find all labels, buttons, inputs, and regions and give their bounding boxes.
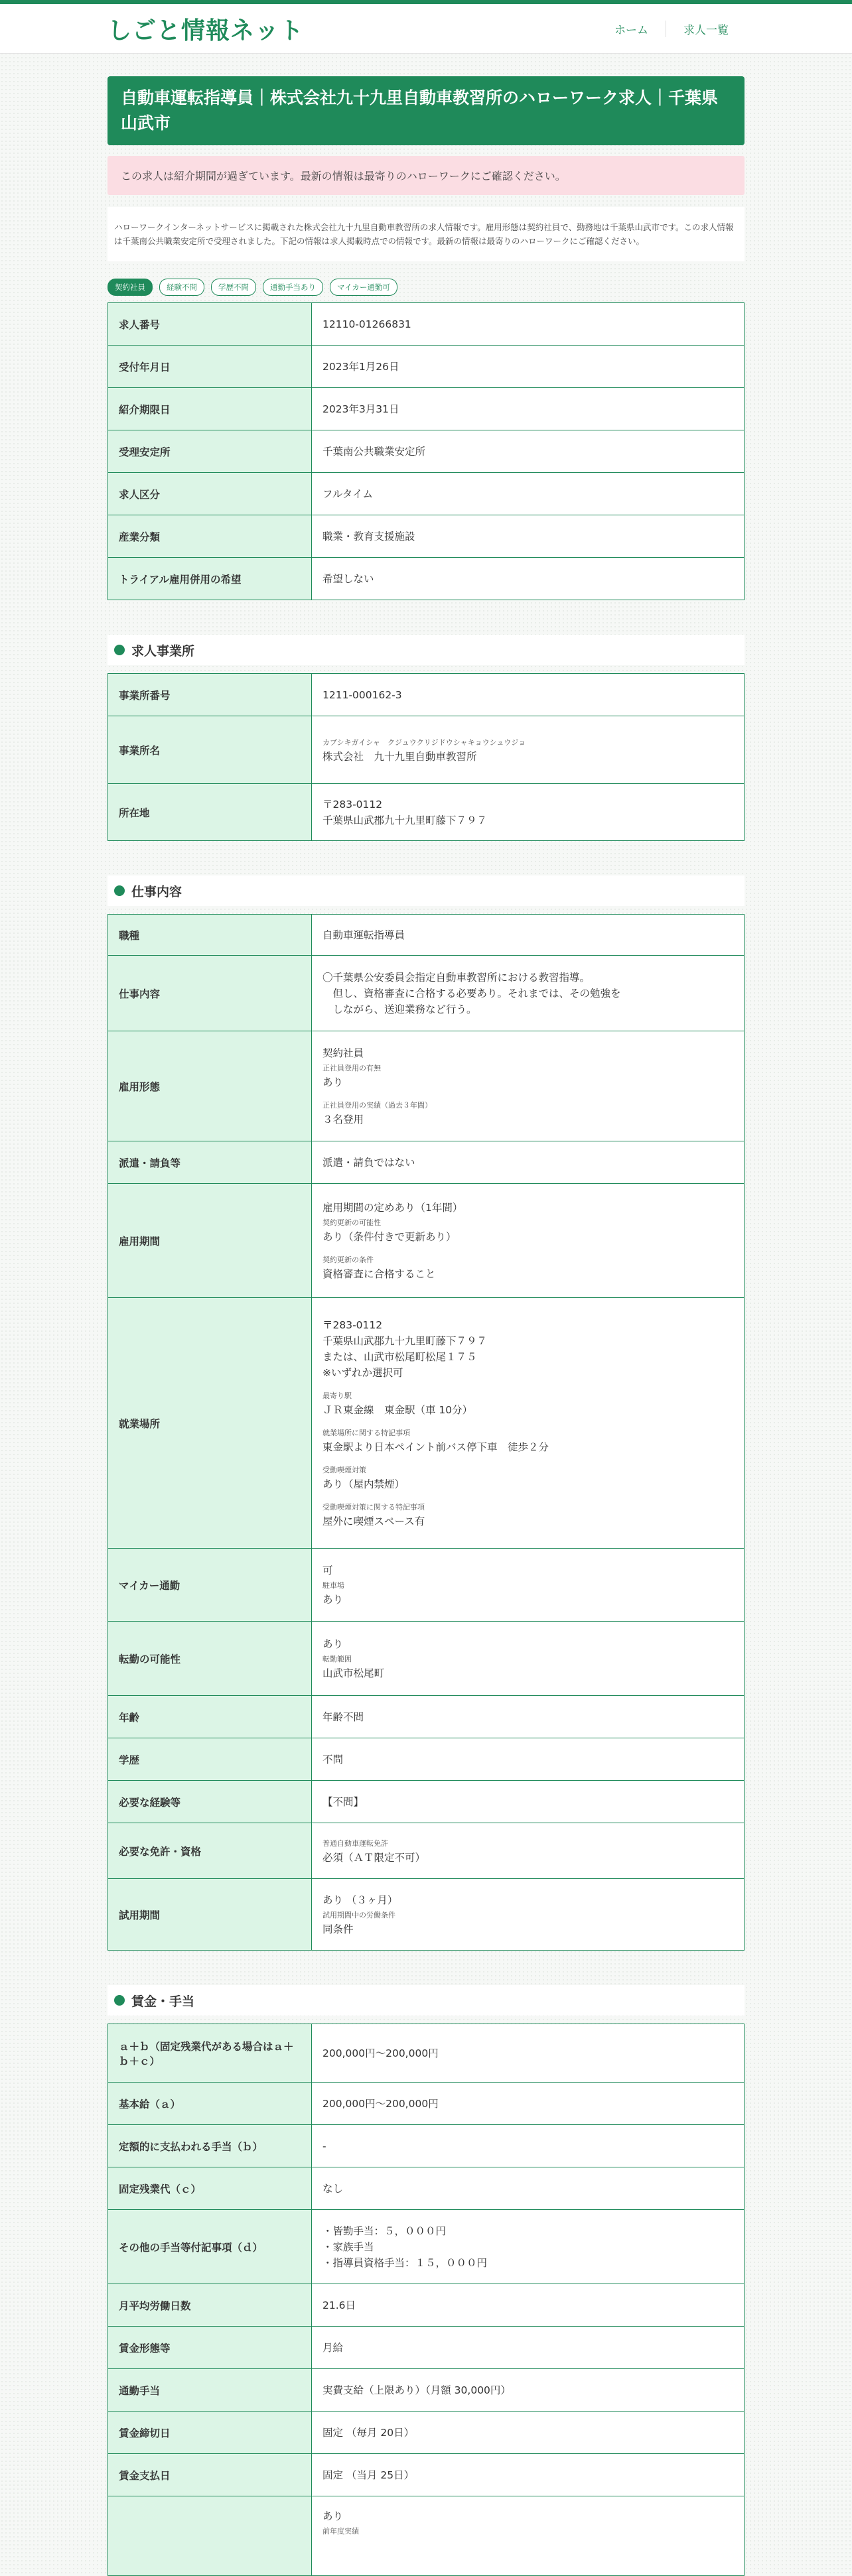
row-value: 希望しない (312, 558, 745, 600)
table-row (108, 1879, 745, 1951)
table-row (108, 2496, 745, 2576)
tag-list (107, 279, 745, 296)
table-row (108, 1622, 745, 1696)
row-value (312, 1031, 745, 1141)
row-value (312, 1879, 745, 1951)
row-value: 2023年3月31日 (312, 388, 745, 430)
table-row (108, 1823, 745, 1879)
section-heading-work (107, 875, 745, 906)
table-row (108, 2412, 745, 2454)
row-label: 賃金締切日 (108, 2412, 312, 2454)
intro-text: ハローワークインターネットサービスに掲載された株式会社九十九里自動車教習所の求人情報です。雇用形態は契約社員で、勤務地は千葉県山武市です。この求人情報は千葉南公共職業安定所で受理されました。下記の情報は求人掲載時点での情報です。最新の情報は最寄りのハローワークにご確認ください。 (107, 207, 745, 261)
value-sub-label: 前年度実績 (322, 2527, 359, 2536)
bullet-dot-icon (114, 1995, 125, 2006)
tag-no-experience: 経験不問 (159, 279, 204, 296)
table-row (108, 1696, 745, 1738)
table-row (108, 784, 745, 841)
row-value: 自動車運転指導員 (312, 915, 745, 956)
main-nav (597, 21, 746, 37)
value-sub-label: 転勤範囲 (322, 1654, 352, 1663)
table-row (108, 473, 745, 515)
table-row (108, 1549, 745, 1622)
table-row (108, 2167, 745, 2210)
work-place-address: 〒283-0112 千葉県山武郡九十九里町藤下７９７ または、山武市松尾町松尾１７５ ※いずれか選択可 (322, 1319, 488, 1379)
value-main: あり (322, 2510, 344, 2522)
work-table (107, 914, 745, 1951)
tag-commute-allowance: 通勤手当あり (263, 279, 323, 296)
row-label: ａ＋ｂ（固定残業代がある場合はａ＋ｂ＋ｃ） (108, 2024, 312, 2083)
value-main: あり (322, 1638, 344, 1650)
row-value: 2023年1月26日 (312, 346, 745, 388)
office-name: 株式会社 九十九里自動車教習所 (322, 750, 477, 763)
value-sub-label: 最寄り駅 (322, 1391, 352, 1400)
row-label: 転勤の可能性 (108, 1622, 312, 1696)
value-sub: あり（条件付きで更新あり） (322, 1230, 457, 1243)
row-value: ・皆勤手当：５，０００円 ・家族手当 ・指導員資格手当：１５，０００円 (312, 2210, 745, 2284)
row-label: 派遣・請負等 (108, 1141, 312, 1184)
value-sub: ３名登用 (322, 1113, 364, 1126)
table-row (108, 1184, 745, 1298)
row-value: 200,000円〜200,000円 (312, 2083, 745, 2125)
row-value: 派遣・請負ではない (312, 1141, 745, 1184)
row-value: 【不問】 (312, 1781, 745, 1823)
value-main: あり （３ヶ月） (322, 1894, 398, 1906)
table-row (108, 716, 745, 784)
value-sub: 山武市松尾町 (322, 1667, 385, 1679)
row-value (312, 1298, 745, 1549)
table-row (108, 2454, 745, 2496)
basic-info-table (107, 302, 745, 600)
row-value (312, 1622, 745, 1696)
row-label: 固定残業代（ｃ） (108, 2167, 312, 2210)
tag-car-commute: マイカー通勤可 (330, 279, 397, 296)
smoke-policy: あり（屋内禁煙） (322, 1478, 405, 1490)
row-value: 職業・教育支援施設 (312, 515, 745, 558)
value-main: 契約社員 (322, 1047, 364, 1059)
row-label: 賃金形態等 (108, 2327, 312, 2369)
table-row (108, 2024, 745, 2083)
row-label: マイカー通勤 (108, 1549, 312, 1622)
table-row (108, 2284, 745, 2327)
section-title: 求人事業所 (131, 643, 195, 659)
row-value: 固定 （毎月 20日） (312, 2412, 745, 2454)
value-sub-label: 試用期間中の労働条件 (322, 1910, 395, 1919)
row-label: 事業所名 (108, 716, 312, 784)
section-heading-office (107, 635, 745, 665)
row-label: トライアル雇用併用の希望 (108, 558, 312, 600)
row-label: 定額的に支払われる手当（ｂ） (108, 2125, 312, 2167)
office-name-kana: カブシキガイシャ クジュウクリジドウシャキョウシュウジョ (322, 738, 526, 747)
row-label: 賃金支払日 (108, 2454, 312, 2496)
row-label: その他の手当等付記事項（ｄ） (108, 2210, 312, 2284)
row-label: 必要な免許・資格 (108, 1823, 312, 1879)
row-value: 12110-01266831 (312, 303, 745, 346)
row-value (312, 1823, 745, 1879)
bullet-dot-icon (114, 645, 125, 655)
value-sub-label: 就業場所に関する特記事項 (322, 1428, 410, 1437)
row-label: 所在地 (108, 784, 312, 841)
main-content (107, 54, 745, 2576)
nav-home-link[interactable]: ホーム (614, 23, 648, 37)
row-value: 年齢不問 (312, 1696, 745, 1738)
table-row (108, 1298, 745, 1549)
postal-code: 〒283-0112 (322, 798, 383, 810)
table-row (108, 1738, 745, 1781)
value-sub-label: 正社員登用の実績（過去３年間） (322, 1100, 432, 1110)
row-label: 雇用形態 (108, 1031, 312, 1141)
table-row (108, 674, 745, 716)
row-label: 職種 (108, 915, 312, 956)
row-value: なし (312, 2167, 745, 2210)
table-row (108, 915, 745, 956)
table-row (108, 388, 745, 430)
value-sub-label: 契約更新の条件 (322, 1255, 374, 1264)
row-label: 求人番号 (108, 303, 312, 346)
row-label: 年齢 (108, 1696, 312, 1738)
table-row (108, 2210, 745, 2284)
wage-table (107, 2024, 745, 2576)
row-value (312, 2496, 745, 2576)
nav-job-list-link[interactable]: 求人一覧 (666, 21, 746, 37)
row-value (312, 1184, 745, 1298)
section-title: 賃金・手当 (131, 1994, 195, 2009)
row-value: 月給 (312, 2327, 745, 2369)
row-value: 実費支給（上限あり）（月額 30,000円） (312, 2369, 745, 2412)
value-sub: 同条件 (322, 1923, 354, 1935)
nearest-station: ＪＲ東金線 東金駅（車 10分） (322, 1403, 473, 1416)
row-label: 基本給（ａ） (108, 2083, 312, 2125)
row-value: 不問 (312, 1738, 745, 1781)
row-label: 試用期間 (108, 1879, 312, 1951)
office-table (107, 673, 745, 841)
row-value (312, 784, 745, 841)
value-sub: 資格審査に合格すること (322, 1267, 436, 1280)
row-label: 受付年月日 (108, 346, 312, 388)
table-row (108, 2327, 745, 2369)
value-main: 必須（ＡＴ限定不可） (322, 1851, 426, 1864)
row-label: 受理安定所 (108, 430, 312, 473)
value-sub: あり (322, 1593, 344, 1606)
row-value (312, 1549, 745, 1622)
site-header (0, 4, 852, 54)
table-row (108, 2369, 745, 2412)
table-row (108, 1031, 745, 1141)
row-label: 産業分類 (108, 515, 312, 558)
row-label: 事業所番号 (108, 674, 312, 716)
row-label (108, 2496, 312, 2576)
row-label: 月平均労働日数 (108, 2284, 312, 2327)
tag-contract: 契約社員 (107, 279, 153, 296)
row-value: 21.6日 (312, 2284, 745, 2327)
value-main: 可 (322, 1564, 333, 1577)
tag-no-education: 学歴不問 (211, 279, 256, 296)
table-row (108, 303, 745, 346)
value-sub-label: 正社員登用の有無 (322, 1063, 381, 1072)
value-sub-label: 駐車場 (322, 1580, 344, 1590)
smoke-note: 屋外に喫煙スペース有 (322, 1515, 425, 1527)
site-logo[interactable]: しごと情報ネット (107, 17, 305, 44)
table-row (108, 346, 745, 388)
row-label: 必要な経験等 (108, 1781, 312, 1823)
row-value (312, 716, 745, 784)
table-row (108, 558, 745, 600)
value-sub: あり (322, 1076, 344, 1088)
expired-alert: この求人は紹介期間が過ぎています。最新の情報は最寄りのハローワークにご確認ください。 (107, 156, 745, 195)
row-value: 〇千葉県公安委員会指定自動車教習所における教習指導。 但し、資格審査に合格する必要あり。それまでは、その勉強を しながら、送迎業務など行う。 (312, 956, 745, 1031)
row-value: 千葉南公共職業安定所 (312, 430, 745, 473)
value-sub-label: 受動喫煙対策 (322, 1465, 366, 1474)
section-heading-wage (107, 1985, 745, 2016)
row-label: 紹介期限日 (108, 388, 312, 430)
table-row (108, 1781, 745, 1823)
row-value: フルタイム (312, 473, 745, 515)
bullet-dot-icon (114, 885, 125, 896)
value-sub-label: 契約更新の可能性 (322, 1218, 381, 1227)
row-value: 1211-000162-3 (312, 674, 745, 716)
row-label: 雇用期間 (108, 1184, 312, 1298)
table-row (108, 956, 745, 1031)
row-value: - (312, 2125, 745, 2167)
table-row (108, 430, 745, 473)
row-label: 通勤手当 (108, 2369, 312, 2412)
value-main: 雇用期間の定めあり（1年間） (322, 1201, 463, 1214)
page-title: 自動車運転指導員｜株式会社九十九里自動車教習所のハローワーク求人｜千葉県山武市 (107, 76, 745, 145)
row-value: 固定 （当月 25日） (312, 2454, 745, 2496)
table-row (108, 2083, 745, 2125)
table-row (108, 515, 745, 558)
office-address: 千葉県山武郡九十九里町藤下７９７ (322, 814, 488, 826)
table-row (108, 1141, 745, 1184)
row-label: 就業場所 (108, 1298, 312, 1549)
row-value: 200,000円〜200,000円 (312, 2024, 745, 2083)
value-sub-label: 普通自動車運転免許 (322, 1838, 388, 1848)
row-label: 学歴 (108, 1738, 312, 1781)
table-row (108, 2125, 745, 2167)
value-sub-label: 受動喫煙対策に関する特記事項 (322, 1502, 425, 1512)
row-label: 仕事内容 (108, 956, 312, 1031)
section-title: 仕事内容 (131, 884, 182, 899)
row-label: 求人区分 (108, 473, 312, 515)
place-note: 東金駅より日本ペイント前バス停下車 徒歩２分 (322, 1441, 549, 1453)
